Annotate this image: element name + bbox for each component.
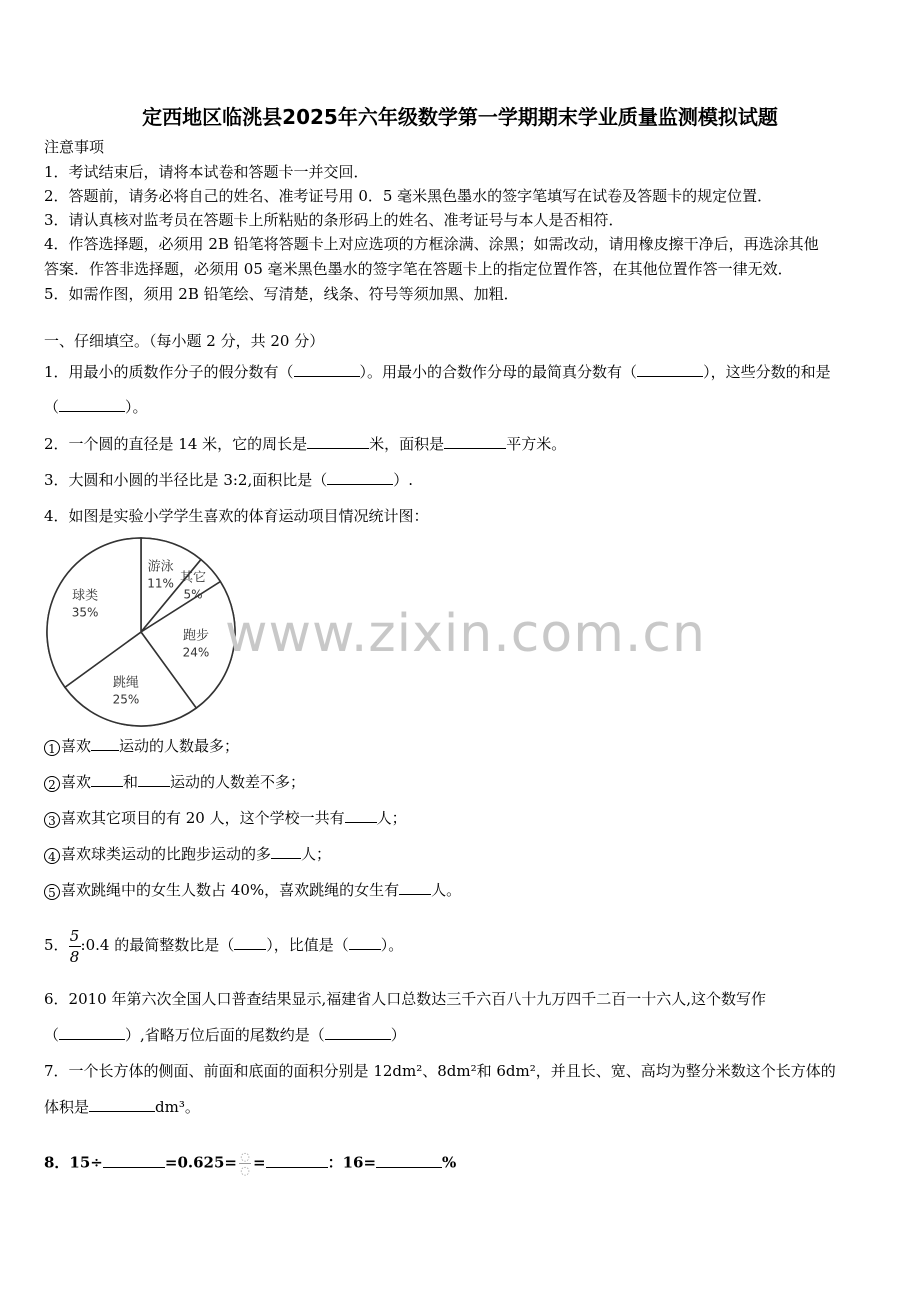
q4s4-blank[interactable]: [271, 844, 301, 859]
q8-fraction-blank[interactable]: [239, 1151, 251, 1176]
q8-text-d: ：16=: [327, 1153, 377, 1172]
q4s2-blank-1[interactable]: [91, 772, 123, 787]
q3-text-b: ）.: [393, 471, 414, 489]
q1-text-a: 1．用最小的质数作分子的假分数有（: [44, 363, 294, 381]
q1-text-e: ）。: [125, 398, 148, 416]
q5-text-a: :0.4 的最简整数比是（: [80, 936, 235, 954]
circled-number-5: 5: [44, 884, 60, 900]
pie-value-3: 24%: [182, 645, 210, 660]
q4s1-blank[interactable]: [91, 736, 119, 751]
notice-item-1: 1．考试结束后，请将本试卷和答题卡一并交回．: [44, 163, 369, 181]
q4s5-text-a: 喜欢跳绳中的女生人数占 40%，喜欢跳绳的女生有: [61, 881, 400, 899]
q8-text-e: %: [442, 1153, 457, 1172]
q3-blank[interactable]: [327, 470, 393, 485]
q2-blank-1[interactable]: [307, 434, 369, 449]
q6-blank-1[interactable]: [59, 1025, 125, 1040]
pie-value-4: 25%: [112, 692, 140, 707]
pie-label-5: 球类: [72, 588, 99, 604]
q4s3-text-a: 喜欢其它项目的有 20 人，这个学校一共有: [61, 809, 345, 827]
q1-text-c: ），这些分数的和是: [703, 363, 831, 381]
q4s3-text-b: 人；: [376, 809, 407, 827]
question-2: [44, 434, 566, 454]
q8-fraction-bottom-mark: ◌: [240, 1164, 250, 1177]
question-4-sub-3: [44, 808, 407, 828]
pie-value-5: 35%: [71, 605, 99, 620]
circled-number-3: 3: [44, 812, 60, 828]
notice-heading: 注意事项: [44, 138, 105, 156]
q5-num: 5．: [44, 936, 69, 954]
question-8: [44, 1151, 456, 1176]
pie-value-2: 5%: [183, 587, 203, 602]
q5-text-b: ），比值是（: [266, 936, 349, 954]
q4s2-blank-2[interactable]: [138, 772, 170, 787]
question-7-cont: [44, 1097, 200, 1117]
q4s5-blank[interactable]: [399, 880, 431, 895]
q2-text-c: 平方米。: [506, 435, 567, 453]
q1-blank-3[interactable]: [59, 397, 125, 412]
notice-item-2: 2．答题前，请务必将自己的姓名、准考证号用 0．5 毫米黑色墨水的签字笔填写在试卷及答题卡的规定位置．: [44, 187, 773, 205]
q4s2-text-a: 喜欢: [61, 773, 92, 791]
question-3: [44, 470, 413, 490]
question-5: [44, 923, 403, 967]
q1-text-d: （: [44, 398, 60, 416]
circled-number-1: 1: [44, 740, 60, 756]
q8-text-c: =: [253, 1153, 266, 1172]
q8-text-a: 8．15÷: [44, 1153, 103, 1172]
q5-fraction: [69, 927, 81, 966]
notice-item-4-cont: 答案．作答非选择题，必须用 05 毫米黑色墨水的签字笔在答题卡上的指定位置作答，在其他位置作答一律无效．: [44, 260, 793, 278]
q8-blank-1[interactable]: [103, 1153, 165, 1168]
q4s1-text-a: 喜欢: [61, 737, 92, 755]
q4s5-text-b: 人。: [431, 881, 462, 899]
q5-fraction-numerator: 5: [69, 926, 80, 945]
q3-text-a: 3．大圆和小圆的半径比是 3:2,面积比是（: [44, 471, 328, 489]
q6-blank-2[interactable]: [325, 1025, 391, 1040]
pie-label-4: 跳绳: [112, 675, 139, 691]
q5-fraction-denominator: 8: [69, 947, 80, 966]
q8-fraction-top-mark: ◌: [240, 1150, 250, 1163]
sports-pie-chart: [40, 532, 240, 728]
q2-blank-2[interactable]: [444, 434, 506, 449]
question-1: [44, 362, 831, 382]
circled-number-4: 4: [44, 848, 60, 864]
q4s2-text-b: 和: [123, 773, 139, 791]
pie-value-1: 11%: [147, 576, 174, 591]
q5-blank-2[interactable]: [349, 935, 381, 950]
q7-blank[interactable]: [89, 1097, 155, 1112]
q7-text-c: dm³。: [155, 1098, 200, 1116]
notice-item-4: 4．作答选择题，必须用 2B 铅笔将答题卡上对应选项的方框涂满、涂黑；如需改动，请用橡皮擦干净后，再选涂其他: [44, 235, 819, 253]
q4s4-text-b: 人；: [301, 845, 332, 863]
q8-blank-2[interactable]: [266, 1153, 328, 1168]
watermark: www.zixin.com.cn: [225, 604, 706, 664]
pie-label-1: 游泳: [147, 559, 174, 575]
question-7: 7．一个长方体的侧面、前面和底面的面积分别是 12dm²、8dm²和 6dm²，并且长、宽、高均为整分米数这个长方体的: [44, 1062, 836, 1080]
q1-text-b: ）。用最小的合数作分母的最简真分数有（: [359, 363, 638, 381]
q6-text-b: （: [44, 1026, 60, 1044]
q7-text-b: 体积是: [44, 1098, 90, 1116]
question-4-sub-2: [44, 772, 305, 792]
question-1-cont: [44, 397, 148, 417]
section-heading: 一、仔细填空。（每小题 2 分，共 20 分）: [44, 332, 325, 350]
q1-blank-2[interactable]: [637, 362, 703, 377]
question-4-sub-1: [44, 736, 239, 756]
q2-text-a: 2．一个圆的直径是 14 米，它的周长是: [44, 435, 308, 453]
question-4-stem: 4．如图是实验小学学生喜欢的体育运动项目情况统计图：: [44, 507, 429, 525]
q4s4-text-a: 喜欢球类运动的比跑步运动的多: [61, 845, 272, 863]
q4s2-text-c: 运动的人数差不多；: [170, 773, 306, 791]
question-4-sub-4: [44, 844, 331, 864]
page-title: 定西地区临洮县2025年六年级数学第一学期期末学业质量监测模拟试题: [142, 105, 778, 129]
q4s1-text-b: 运动的人数最多；: [119, 737, 240, 755]
pie-label-2: 其它: [179, 570, 207, 586]
question-4-sub-5: [44, 880, 461, 900]
question-6-cont: [44, 1025, 406, 1045]
q5-blank-1[interactable]: [234, 935, 266, 950]
notice-item-3: 3．请认真核对监考员在答题卡上所粘贴的条形码上的姓名、准考证号与本人是否相符．: [44, 211, 624, 229]
q5-text-c: ）。: [380, 936, 404, 954]
q8-blank-3[interactable]: [376, 1153, 442, 1168]
question-6: 6．2010 年第六次全国人口普查结果显示,福建省人口总数达三千六百八十九万四千二百一十六人,这个数写作: [44, 990, 767, 1008]
notice-item-5: 5．如需作图，须用 2B 铅笔绘、写清楚，线条、符号等须加黑、加粗．: [44, 285, 519, 303]
q6-text-c: ）,省略万位后面的尾数约是（: [125, 1026, 325, 1044]
fraction-bar: [69, 946, 81, 947]
pie-label-3: 跑步: [182, 628, 210, 644]
q8-text-b: =0.625=: [164, 1153, 237, 1172]
q1-blank-1[interactable]: [294, 362, 360, 377]
q2-text-b: 米，面积是: [369, 435, 445, 453]
q6-text-d: ）: [390, 1026, 406, 1044]
circled-number-2: 2: [44, 776, 60, 792]
q4s3-blank[interactable]: [345, 808, 377, 823]
